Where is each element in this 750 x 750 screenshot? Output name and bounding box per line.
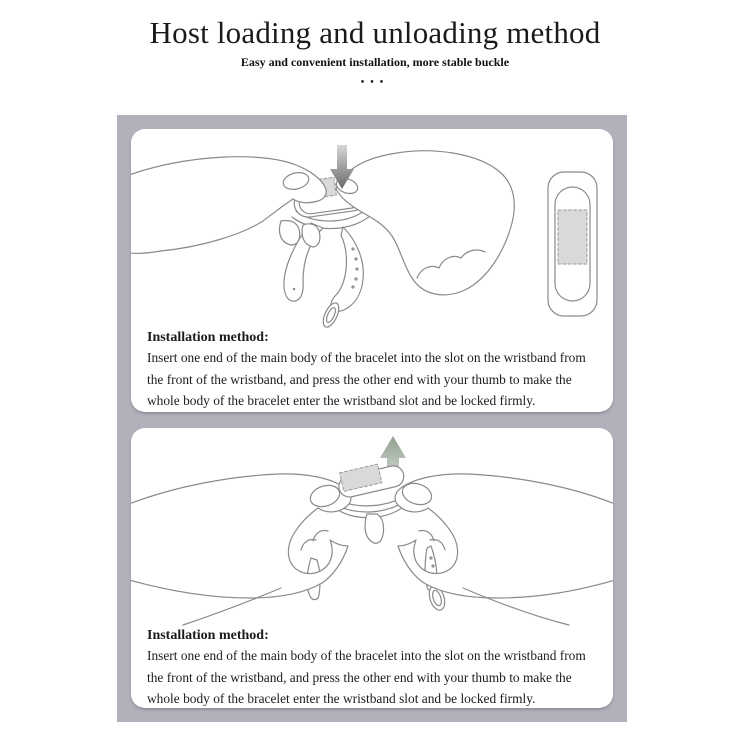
- tracker-screen: [558, 210, 587, 264]
- page-title: Host loading and unloading method: [149, 15, 601, 50]
- strap-buckle-icon: [320, 301, 342, 328]
- unload-body: Insert one end of the main body of the bracelet into the slot on the wristband from the front of the wristband, and press the other end with your thumb to make the whole body of the bracelet enter the wristband slot and be locked firmly.: [147, 648, 586, 706]
- left-hand: [131, 474, 351, 625]
- install-body: Insert one end of the main body of the bracelet into the slot on the wristband from the front of the wristband, and press the other end with your thumb to make the whole body of the bracelet enter the wristband slot and be locked firmly.: [147, 350, 586, 408]
- wristband-top-view: [548, 172, 597, 316]
- install-illustration: [131, 129, 613, 328]
- page-header: [0, 0, 750, 88]
- unload-illustration: [131, 428, 613, 626]
- unload-card: [131, 428, 613, 708]
- install-heading: Installation method:: [147, 330, 269, 345]
- divider-dots: •••: [360, 77, 390, 88]
- unload-text-block: [131, 626, 613, 708]
- page-subtitle: Easy and convenient installation, more stable buckle: [240, 55, 510, 69]
- unload-heading: Installation method:: [147, 628, 269, 643]
- install-card: [131, 129, 613, 412]
- instruction-panel: [117, 115, 627, 722]
- install-text-block: [131, 328, 613, 412]
- finger-icon: [365, 514, 383, 543]
